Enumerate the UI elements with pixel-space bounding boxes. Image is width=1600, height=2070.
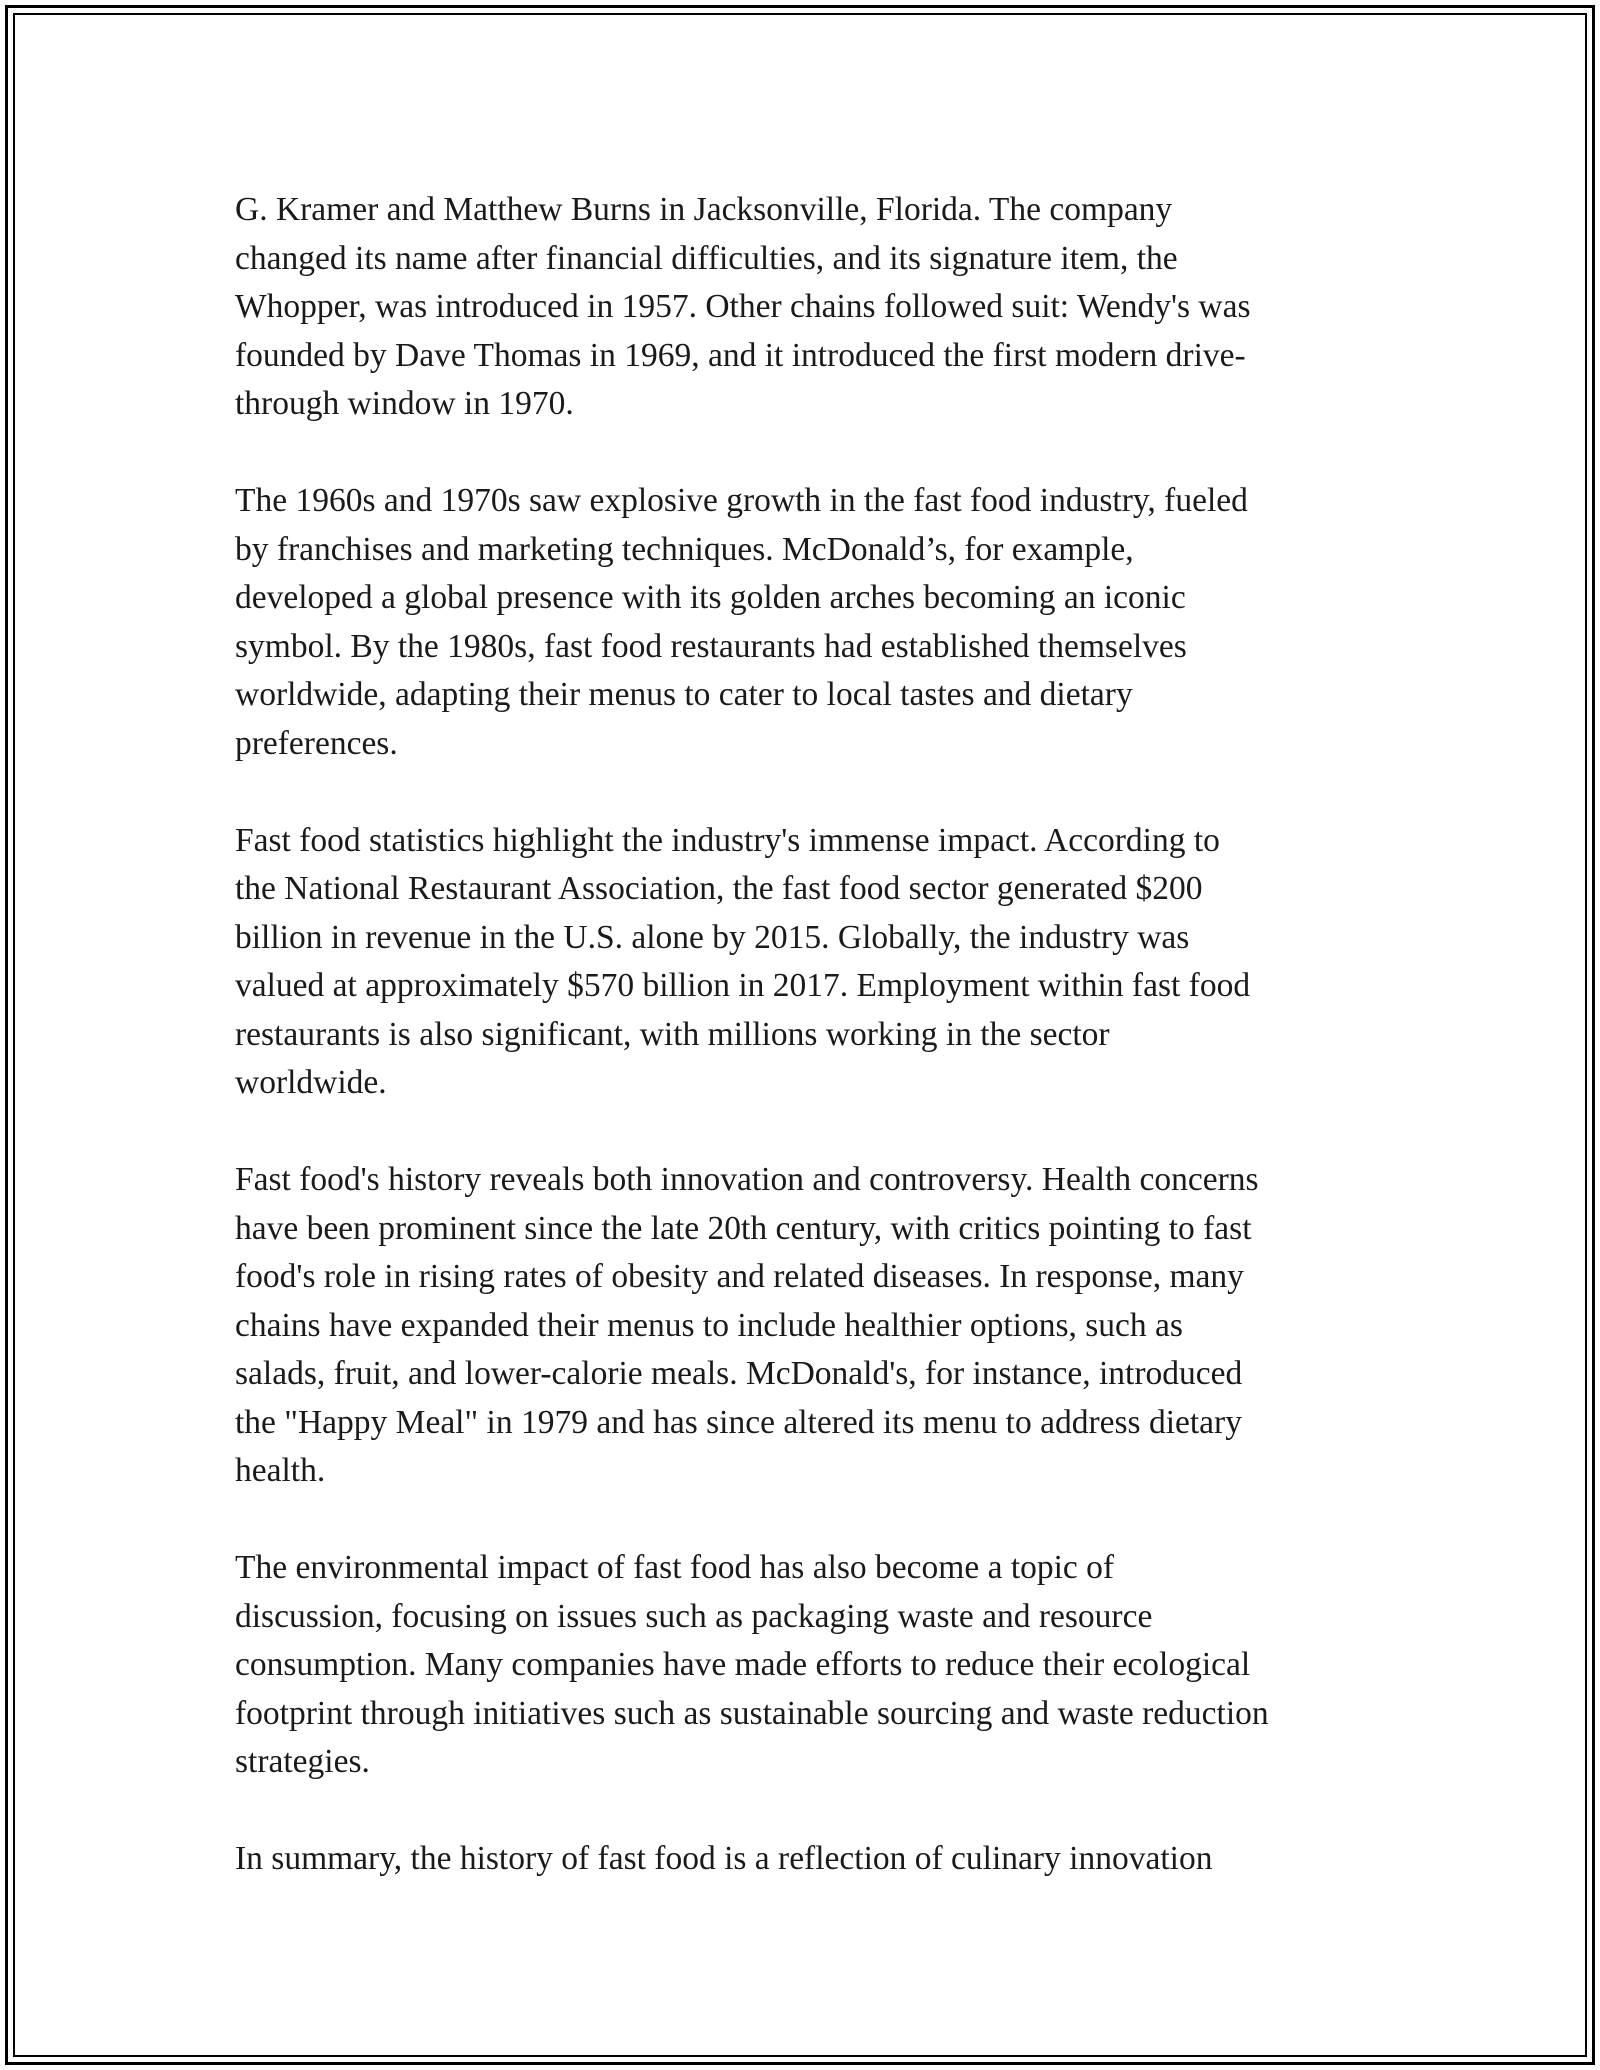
- paragraph-summary: In summary, the history of fast food is a reflection of culinary innovation: [235, 1840, 1213, 1877]
- document-body: [235, 186, 1370, 1932]
- paragraph-growth-1960s-1970s: The 1960s and 1970s saw explosive growth in the fast food industry, fueled by franchises and marketing techniques. McDonald’s, for example, developed a global presence with its golden arches becoming an iconic symbol. By the 1980s, fast food restaurants had established themselves worldwide, adapting their menus to cater to local tastes and dietary preferences.: [235, 482, 1248, 762]
- paragraph-statistics: Fast food statistics highlight the industry's immense impact. According to the National Restaurant Association, the fast food sector generated $200 billion in revenue in the U.S. alone by 2015. Globally, the industry was valued at approximately $570 billion in 2017. Employment within fast food restaurants is also significant, with millions working in the sector worldwide.: [235, 821, 1251, 1101]
- paragraph-environmental-impact: The environmental impact of fast food has also become a topic of discussion, focusing on issues such as packaging waste and resource consumption. Many companies have made efforts to reduce their ecological footprint through initiatives such as sustainable sourcing and waste reduction strategies.: [235, 1549, 1269, 1780]
- paragraph-health-concerns: Fast food's history reveals both innovation and controversy. Health concerns have been prominent since the late 20th century, with critics pointing to fast food's role in rising rates of obesity and related diseases. In response, many chains have expanded their menus to include healthier options, such as salads, fruit, and lower-calorie meals. McDonald's, for instance, introduced the "Happy Meal" in 1979 and has since altered its menu to address dietary health.: [235, 1161, 1259, 1489]
- paragraph-kramer-burns: G. Kramer and Matthew Burns in Jacksonville, Florida. The company changed its name after financial difficulties, and its signature item, the Whopper, was introduced in 1957. Other chains followed suit: Wendy's was founded by Dave Thomas in 1969, and it introduced the first modern drive- through window in 1970.: [235, 191, 1251, 422]
